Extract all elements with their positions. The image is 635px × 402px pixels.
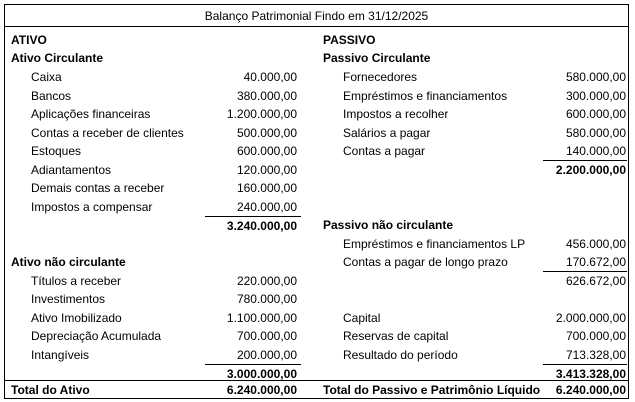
list-item xyxy=(317,68,630,87)
item-value: 700.000,00 xyxy=(565,329,626,343)
list-item xyxy=(5,124,305,143)
total-passivo-row xyxy=(317,381,630,400)
item-label: Ativo Imobilizado xyxy=(31,310,122,325)
list-item xyxy=(5,327,305,346)
item-value: 600.000,00 xyxy=(565,107,626,121)
total-passivo-label: Total do Passivo e Patrimônio Líquido xyxy=(323,383,541,397)
total-ativo-row xyxy=(5,381,305,400)
item-value: 300.000,00 xyxy=(565,88,626,103)
item-value: 120.000,00 xyxy=(236,162,297,177)
subtotal-value: 626.672,00 xyxy=(565,273,626,288)
item-value: 700.000,00 xyxy=(236,329,297,343)
passivo-circulante-subtotal-row xyxy=(317,161,630,180)
list-item xyxy=(5,309,305,328)
subtotal-value: 3.000.000,00 xyxy=(226,367,297,381)
item-value: 780.000,00 xyxy=(236,292,297,306)
list-item xyxy=(5,272,305,291)
item-label: Adiantamentos xyxy=(31,162,112,177)
passivo-nao-circulante-heading: Passivo não circulante xyxy=(323,218,454,232)
item-value: 140.000,00 xyxy=(565,144,626,158)
list-item xyxy=(317,235,630,254)
item-label: Resultado do período xyxy=(343,347,458,362)
item-label: Estoques xyxy=(31,144,82,158)
list-item xyxy=(5,198,305,217)
item-label: Fornecedores xyxy=(343,70,418,84)
ativo-circulante-subtotal-row xyxy=(5,217,305,236)
item-value: 170.672,00 xyxy=(565,255,626,269)
ativo-nao-circulante-heading: Ativo não circulante xyxy=(11,255,126,269)
list-item xyxy=(5,68,305,87)
list-item xyxy=(317,87,630,106)
list-item xyxy=(317,327,630,346)
ativo-circulante-heading: Ativo Circulante xyxy=(11,51,104,65)
item-label: Contas a receber de clientes xyxy=(31,125,184,140)
subtotal-value: 2.200.000,00 xyxy=(555,163,626,177)
passivo-circulante-heading: Passivo Circulante xyxy=(323,51,431,65)
passivo-nao-circulante-subtotal-row xyxy=(317,272,630,291)
list-item xyxy=(317,124,630,143)
item-label: Salários a pagar xyxy=(343,125,431,140)
item-label: Títulos a receber xyxy=(31,273,122,288)
item-label: Empréstimos e financiamentos LP xyxy=(343,236,526,251)
list-item xyxy=(5,346,305,365)
item-value: 380.000,00 xyxy=(236,88,297,103)
list-item xyxy=(5,142,305,161)
item-label: Investimentos xyxy=(31,292,106,306)
item-label: Demais contas a receber xyxy=(31,181,165,195)
list-item xyxy=(317,253,630,272)
item-value: 600.000,00 xyxy=(236,144,297,158)
total-ativo-label: Total do Ativo xyxy=(11,383,90,397)
subtotal-value: 3.240.000,00 xyxy=(226,219,297,233)
total-passivo-value: 6.240.000,00 xyxy=(555,383,626,397)
sheet-title: Balanço Patrimonial Findo em 31/12/2025 xyxy=(5,5,628,27)
item-value: 456.000,00 xyxy=(565,236,626,251)
item-label: Impostos a recolher xyxy=(343,107,449,121)
item-label: Aplicações financeiras xyxy=(31,107,151,121)
list-item xyxy=(5,290,305,309)
list-item xyxy=(5,105,305,124)
item-value: 1.100.000,00 xyxy=(226,310,297,325)
item-label: Contas a pagar de longo prazo xyxy=(343,255,508,269)
list-item xyxy=(317,142,630,161)
total-ativo-value: 6.240.000,00 xyxy=(226,383,297,397)
item-label: Depreciação Acumulada xyxy=(31,329,162,343)
ativo-heading: ATIVO xyxy=(11,33,47,47)
list-item xyxy=(317,105,630,124)
item-label: Intangíveis xyxy=(31,347,90,362)
item-label: Impostos a compensar xyxy=(31,199,153,214)
item-value: 1.200.000,00 xyxy=(226,107,297,121)
list-item xyxy=(5,161,305,180)
item-value: 580.000,00 xyxy=(565,70,626,84)
subtotal-value: 3.413.328,00 xyxy=(555,367,626,381)
list-item xyxy=(317,346,630,365)
item-label: Contas a pagar xyxy=(343,144,426,158)
balance-sheet xyxy=(4,4,629,399)
passivo-heading: PASSIVO xyxy=(323,33,376,47)
list-item xyxy=(5,179,305,198)
item-label: Empréstimos e financiamentos xyxy=(343,88,508,103)
list-item xyxy=(5,87,305,106)
item-value: 580.000,00 xyxy=(565,125,626,140)
list-item xyxy=(317,309,630,328)
item-label: Reservas de capital xyxy=(343,329,449,343)
item-label: Caixa xyxy=(31,70,62,84)
item-value: 160.000,00 xyxy=(236,181,297,195)
item-value: 500.000,00 xyxy=(236,125,297,140)
item-value: 200.000,00 xyxy=(236,347,297,362)
item-label: Bancos xyxy=(31,88,72,103)
item-value: 220.000,00 xyxy=(236,273,297,288)
item-value: 240.000,00 xyxy=(236,199,297,214)
item-label: Capital xyxy=(343,310,381,325)
item-value: 2.000.000,00 xyxy=(555,310,626,325)
item-value: 713.328,00 xyxy=(565,347,626,362)
item-value: 40.000,00 xyxy=(243,70,297,84)
